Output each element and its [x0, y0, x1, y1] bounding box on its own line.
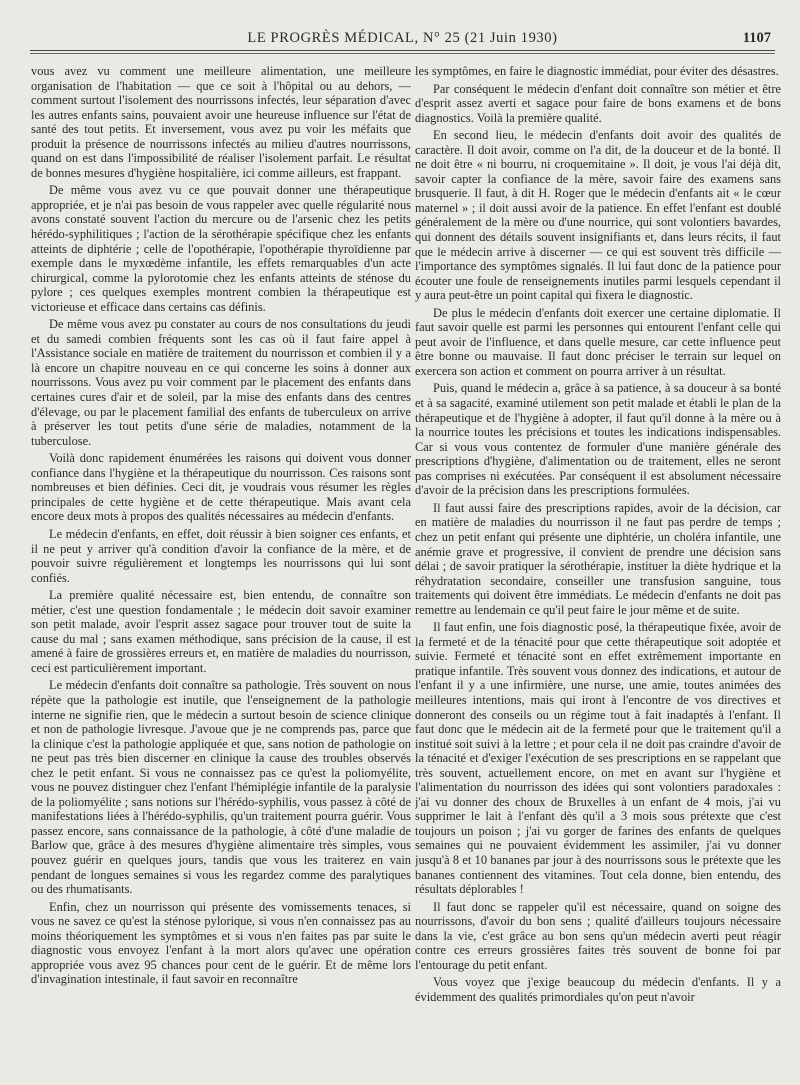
left-column	[31, 64, 411, 1064]
journal-title: LE PROGRÈS MÉDICAL, N° 25 (21 Juin 1930)	[247, 30, 558, 46]
paragraph: La première qualité nécessaire est, bien entendu, de connaître son métier, c'est une question fondamentale ; le médecin doit savoir examiner son petit malade, avoir l'esprit assez sagace pour trouver tout de suite la cause du mal ; sans examen méthodique, sans précision de la cause, il est amené à faire de grossières erreurs et, en matière de maladies du nourrisson, ceci est particulièrement important.	[31, 588, 411, 675]
paragraph: Voilà donc rapidement énumérées les raisons qui doivent vous donner confiance dans l'hygiène et la thérapeutique du nourrisson. Ces raisons sont nombreuses et bien définies. Ceci dit, je voudrais vous résumer les règles principales de cette hygiène et de cette thérapeutique. Mais avant cela encore deux mots à propos des qualités nécessaires au médecin d'enfants.	[31, 451, 411, 524]
paragraph: Le médecin d'enfants doit connaître sa pathologie. Très souvent on nous répète que la pathologie est inutile, que l'enseignement de la pathologie interne ne signifie rien, que le médecin a surtout besoin de science clinique et non de pathologie livresque. J'avoue que je ne comprends pas, parce que la clinique c'est la pathologie appliquée et que, sans notion de pathologie on ne peut pas très bien discerner en clinique la cause des troubles observés chez le petit enfant. Si vous ne connaissez pas ce qu'est la poliomyélite, vous ne pouvez distinguer chez l'enfant l'hémiplégie infantile de la paralysie de la poliomyélite ; sans notions sur l'hérédo-syphilis, vous passez à côté de manifestations liées à l'hérédo-syphilis, qu'un traitement pourra guérir. Vous passez encore, sans connaissance de la pathologie, à côté d'une maladie de Barlow que, grâce à des mesures d'hygiène alimentaire très simples, vous pouvez guérir en quelques jours, tandis que vous les traiterez en vain pendant de longues semaines si vous les regardez comme des paralytiques ou des rhumatisants.	[31, 678, 411, 897]
header-rule-thin	[30, 53, 775, 54]
header-rule	[30, 50, 775, 51]
paragraph: vous avez vu comment une meilleure alimentation, une meilleure organisation de l'habitation — que ce soit à l'hôpital ou au dehors, — comment surtout l'isolement des nourrissons infectés, leur séparation d'avec les autres enfants sains, pouvaient avoir une heureuse influence sur l'état de santé des tout petits. Et inversement, vous avez pu voir les méfaits que produit la présence de nourrissons infectés au milieu d'autres nourrissons, quand on est dans l'impossibilité de réaliser l'isolement parfait. Le résultat de bonnes mesures d'hygiène hospitalière, ici comme ailleurs, est frappant.	[31, 64, 411, 180]
paragraph: De même vous avez pu constater au cours de nos consultations du jeudi et du samedi combien fréquents sont les cas où il faut faire appel à l'Assistance sociale en matière de traitement du nourrisson et combien il y a là encore un chapitre nouveau en ce qui concerne les soins à donner aux nourrissons. Vous avez pu voir comment par le placement des enfants dans certaines cures d'air et de soleil, par la mise des enfants dans des centres d'élevage, ou par le placement familial des enfants de tuberculeux on arrive à préserver les tout petits d'une série de maladies, notamment de la tuberculose.	[31, 317, 411, 448]
paragraph: Enfin, chez un nourrisson qui présente des vomissements tenaces, si vous ne savez ce qu'est la sténose pylorique, si vous n'en connaissez pas au moins théoriquement les symptômes et si vous n'en faites pas par suite le diagnostic vous envoyez l'enfant à la mort alors qu'avec une opération appropriée vous avez 95 chances pour cent de le guérir. Et de même lors d'invagination intestinale, il faut savoir en reconnaître	[31, 899, 411, 987]
paragraph: Il faut donc se rappeler qu'il est nécessaire, quand on soigne des nourrissons, d'avoir du bon sens ; qualité d'ailleurs toujours nécessaire dans la vie, c'est grâce au bon sens qu'un médecin averti peut réagir contre ces erreurs grossières faites très souvent de bonne foi par l'entourage du petit enfant.	[415, 899, 781, 972]
paragraph: Puis, quand le médecin a, grâce à sa patience, à sa douceur à sa bonté et à sa sagacité, examiné utilement son petit malade et établi le plan de la thérapeutique et de l'hygiène à adopter, il faut qu'il donne à la mère ou à la nourrice toutes les précisions et toutes les indications indispensables. Car si vous vous contentez de formuler d'une manière générale des prescriptions d'hygiène, d'alimentation ou de traitement, elles ne seront pas comprises ni exécutées. Par conséquent il est absolument nécessaire d'avoir de la précision dans les prescriptions formulées.	[415, 381, 781, 498]
paragraph: Il faut enfin, une fois diagnostic posé, la thérapeutique fixée, avoir de la fermeté et de la ténacité pour que cette thérapeutique soit adoptée et suivie. Fermeté et ténacité sont en effet extrêmement importante en pratique infantile. Très souvent vous donnez des indications, et autour de l'enfant il y a une infirmière, une nurse, une amie, toutes animées des meilleures intentions, mais qui iront à l'encontre de vos directives et donneront des conseils ou un régime tout à fait inadaptés à l'enfant. Il faut donc que le médecin ait de la fermeté pour que le traitement qu'il a institué soit suivi à la lettre ; et pour cela il ne doit pas craindre d'avoir de la ténacité et d'exiger l'exécution de ses prescriptions en se rappelant que très souvent, actuellement encore, on met en avant sur l'hygiène et l'alimentation du nourrisson des idées qui sont volontiers paradoxales : j'ai vu donner des choux de Bruxelles à un enfant de 4 mois, j'ai vu supprimer le lait à l'enfant dès qu'il a 3 mois sous prétexte que c'est toujours un poison ; j'ai vu gorger de farines des enfants de quelques semaines qui ne pouvaient évidemment les assimiler, j'ai vu donner jusqu'à 8 et 10 bananes par jour à des nourrissons sous le prétexte que les bananes contiennent des vitamines. Tout cela donne, bien entendu, des résultats déplorables !	[415, 620, 781, 897]
paragraph: Il faut aussi faire des prescriptions rapides, avoir de la décision, car en matière de maladies du nourrisson il ne faut pas perdre de temps ; chez un petit enfant qui présente une diphtérie, un choléra infantile, une anémie grave et progressive, il convient de prendre une décision sans délai ; de savoir pratiquer la sérothérapie, instituer la diète hydrique et la réhydratation secondaire, conseiller une transfusion sanguine, tous traitements qui doivent être immédiats. Le médecin d'enfants ne doit pas remettre au lendemain ce qu'il peut faire le jour même et de suite.	[415, 500, 781, 617]
paragraph: De plus le médecin d'enfants doit exercer une certaine diplomatie. Il faut savoir quelle est parmi les personnes qui entourent l'enfant celle qui peut avoir de l'influence, et dans quelle mesure, car cette influence peut être bonne ou mauvaise. Il faut donc préciser le terrain sur lequel on exercera son action et comment on pourra arriver à un résultat.	[415, 305, 781, 378]
paragraph: En second lieu, le médecin d'enfants doit avoir des qualités de caractère. Il doit avoir, comme on l'a dit, de la douceur et de la bonté. Il ne doit être « ni bourru, ni croquemitaine ». Il doit, je vous l'ai déjà dit, savoir capter la confiance de la mère, savoir faire des examens sans brusquerie. Il faut, à dit H. Roger que le médecin d'enfants ait « le cœur maternel » ; il doit aussi avoir de la patience. En effet l'enfant est doublé généralement de la mère ou d'une nourrice, qui sont volontiers bavardes, qui donnent des détails souvent insignifiants et, dans leurs récits, il faut que le médecin arrive à discerner — ce qui est souvent très difficile — l'importance des symptômes signalés. Il lui faut donc de la patience pour écouter une foule de renseignements inutiles parmi lesquels cependant il y aura peut-être un point capital qui fixera le diagnostic.	[415, 128, 781, 303]
paragraph: Le médecin d'enfants, en effet, doit réussir à bien soigner ces enfants, et il ne peut y arriver qu'à condition d'avoir la confiance de la mère, et de pouvoir suivre régulièrement et longtemps les nourrissons qui lui sont confiés.	[31, 526, 411, 585]
right-column	[415, 64, 781, 1064]
paragraph: les symptômes, en faire le diagnostic immédiat, pour éviter des désastres.	[415, 64, 779, 78]
page-number: 1107	[742, 30, 771, 46]
paragraph: De même vous avez vu ce que pouvait donner une thérapeutique appropriée, et je n'ai pas besoin de vous rappeler avec quelle régularité nous avons constaté souvent l'action du mercure ou de l'arsenic chez les petits hérédo-syphilitiques ; l'action de la sérothérapie spécifique chez les enfants atteints de diphtérie ; celle de l'opothérapie, l'opothérapie thyroïdienne par exemple dans le myxœdème infantile, les effets remarquables d'un acte chirurgical, comme la pylorotomie chez les enfants atteints de sténose du pylore ; ces quelques exemples montrent combien la thérapeutique est victorieuse et efficace dans certains cas définis.	[31, 183, 411, 314]
paragraph: Vous voyez que j'exige beaucoup du médecin d'enfants. Il y a évidemment des qualités primordiales qu'on peut n'avoir	[415, 975, 781, 1004]
paragraph: Par conséquent le médecin d'enfant doit connaître son métier et être d'esprit assez averti et sagace pour faire de bons examens et de bons diagnostics. Voilà la première qualité.	[415, 81, 781, 125]
running-header	[30, 28, 775, 50]
